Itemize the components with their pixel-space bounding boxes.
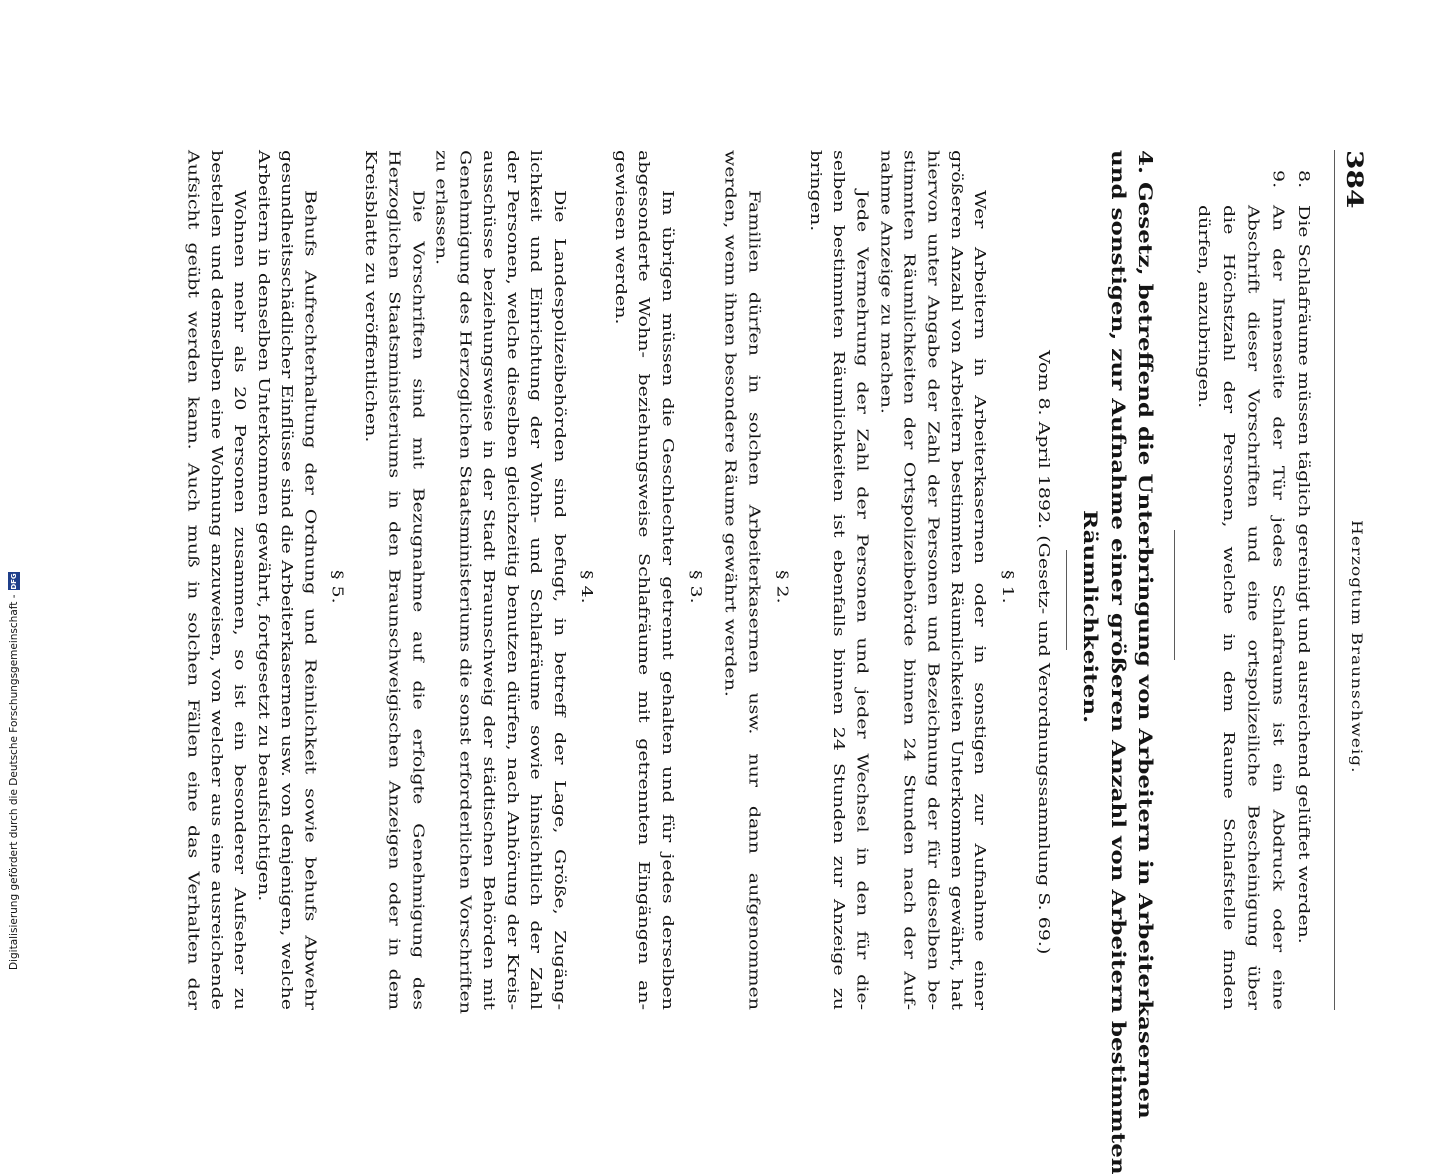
section-line: ausschüsse beziehungsweise in der Stadt Braunschweig der städtischen Behörden mit: [479, 150, 498, 1010]
list-line: An der Innenseite der Tür jedes Schlafraums ist ein Abdruck oder eine: [1269, 205, 1287, 1010]
section-line: Die Vorschriften sind mit Bezugnahme auf die erfolgte Genehmigung des: [409, 190, 427, 1010]
section-line: bestellen und demselben eine Wohnung anzuweisen, von welcher aus eine ausreichende: [207, 150, 226, 1010]
section-line: Wer Arbeitern in Arbeiterkasernen oder in sonstigen zur Aufnahme einer: [971, 190, 989, 1010]
list-line: Die Schlafräume müssen täglich gereinigt und ausreichend gelüftet werden.: [1295, 205, 1313, 944]
section-line: Jede Vermehrung der Zahl der Personen und jeder Wechsel in den für die-: [853, 190, 871, 1010]
list-line: dürfen, anzubringen.: [1195, 205, 1213, 409]
section-line: Familien dürfen in solchen Arbeiterkasernen usw. nur dann aufgenommen: [745, 190, 763, 1010]
list-line: Abschrift dieser Vorschriften und eine ortspolizeiliche Bescheinigung über: [1244, 205, 1263, 1010]
section-line: größeren Anzahl von Arbeitern bestimmten Räumlichkeiten Unterkommen gewährt, hat: [947, 150, 966, 1010]
section-line: nahme Anzeige zu machen.: [877, 150, 895, 414]
running-head: Herzogtum Braunschweig.: [1347, 520, 1364, 774]
section-heading: § 2.: [773, 570, 791, 604]
law-title-line: 4. Gesetz, betreffend die Unterbringung von Arbeitern in Arbeiterkasernen: [1134, 150, 1156, 1119]
separator-rule: [1174, 530, 1175, 660]
header-rule: [1334, 150, 1335, 1010]
section-line: Die Landespolizeibehörden sind befugt, in betreff der Lage, Größe, Zugäng-: [551, 190, 569, 1010]
section-line: Aufsicht geübt werden kann. Auch muß in solchen Fällen eine das Verhalten der: [184, 150, 203, 1010]
section-heading: § 5.: [328, 570, 347, 604]
section-line: abgesonderte Wohn- beziehungsweise Schlafräume mit getrennten Eingängen an-: [635, 150, 653, 1010]
section-line: gesundheitsschädlicher Einflüsse sind die Arbeiterkasernen usw. von denjenigen, welche: [278, 150, 296, 1010]
section-line: stimmten Räumlichkeiten der Ortspolizeibehörde binnen 24 Stunden nach der Auf-: [900, 150, 919, 1010]
page-number: 384: [1341, 150, 1368, 209]
section-line: der Personen, welche dieselben gleichzeitig benutzen dürfen, nach Anhörung der Kreis-: [503, 150, 522, 1010]
list-marker: 9.: [1269, 170, 1287, 189]
section-heading: § 4.: [578, 570, 596, 604]
section-line: Genehmigung des Herzoglichen Staatsministeriums die sonst erforderlichen Vorschriften: [456, 150, 475, 1014]
section-line: selben bestimmten Räumlichkeiten ist ebenfalls binnen 24 Stunden zur Anzeige zu: [830, 150, 848, 1010]
list-marker: 8.: [1295, 170, 1313, 189]
section-heading: § 1.: [999, 570, 1017, 604]
section-heading: § 3.: [687, 570, 705, 604]
section-line: Im übrigen müssen die Geschlechter getrennt gehalten und für jedes derselben: [659, 190, 677, 1010]
section-line: Wohnen mehr als 20 Personen zusammen, so ist ein besonderer Aufseher zu: [230, 190, 249, 1010]
section-line: werden, wenn ihnen besondere Räume gewährt werden.: [721, 150, 739, 697]
section-line: gewiesen werden.: [611, 150, 630, 325]
law-title-line: Räumlichkeiten.: [1079, 510, 1101, 724]
dfg-logo: DFG: [10, 573, 18, 590]
section-line: Kreisblatte zu veröffentlichen.: [362, 150, 380, 443]
funding-note-text: Digitalisierung gefördert durch die Deutsche Forschungsgemeinschaft -: [8, 594, 20, 970]
law-date: Vom 8. April 1892. (Gesetz- und Verordnungssammlung S. 69.): [1035, 350, 1053, 955]
scanned-page: [184, 130, 1375, 1175]
section-line: lichkeit und Einrichtung der Wohn- und Schlafräume sowie hinsichtlich der Zahl: [527, 150, 545, 1010]
title-rule: [1066, 550, 1067, 650]
section-line: hiervon unter Angabe der Zahl der Personen und Bezeichnung der für dieselben be-: [924, 150, 943, 1010]
section-line: bringen.: [807, 150, 825, 232]
section-line: Behufs Aufrechterhaltung der Ordnung und Reinlichkeit sowie behufs Abwehr: [301, 190, 319, 1010]
law-title-line: und sonstigen, zur Aufnahme einer größeren Anzahl von Arbeitern bestimmten: [1107, 150, 1129, 1175]
list-line: die Höchstzahl der Personen, welche in dem Raume Schlafstelle finden: [1219, 205, 1238, 1010]
section-line: Arbeitern in denselben Unterkommen gewährt, fortgesetzt zu beaufsichtigen.: [254, 150, 273, 902]
funding-note: [2, 0, 26, 1000]
section-line: Herzoglichen Staatsministeriums in den Braunschweigischen Anzeigen oder in dem: [385, 150, 403, 1010]
section-line: zu erlassen.: [432, 150, 451, 266]
